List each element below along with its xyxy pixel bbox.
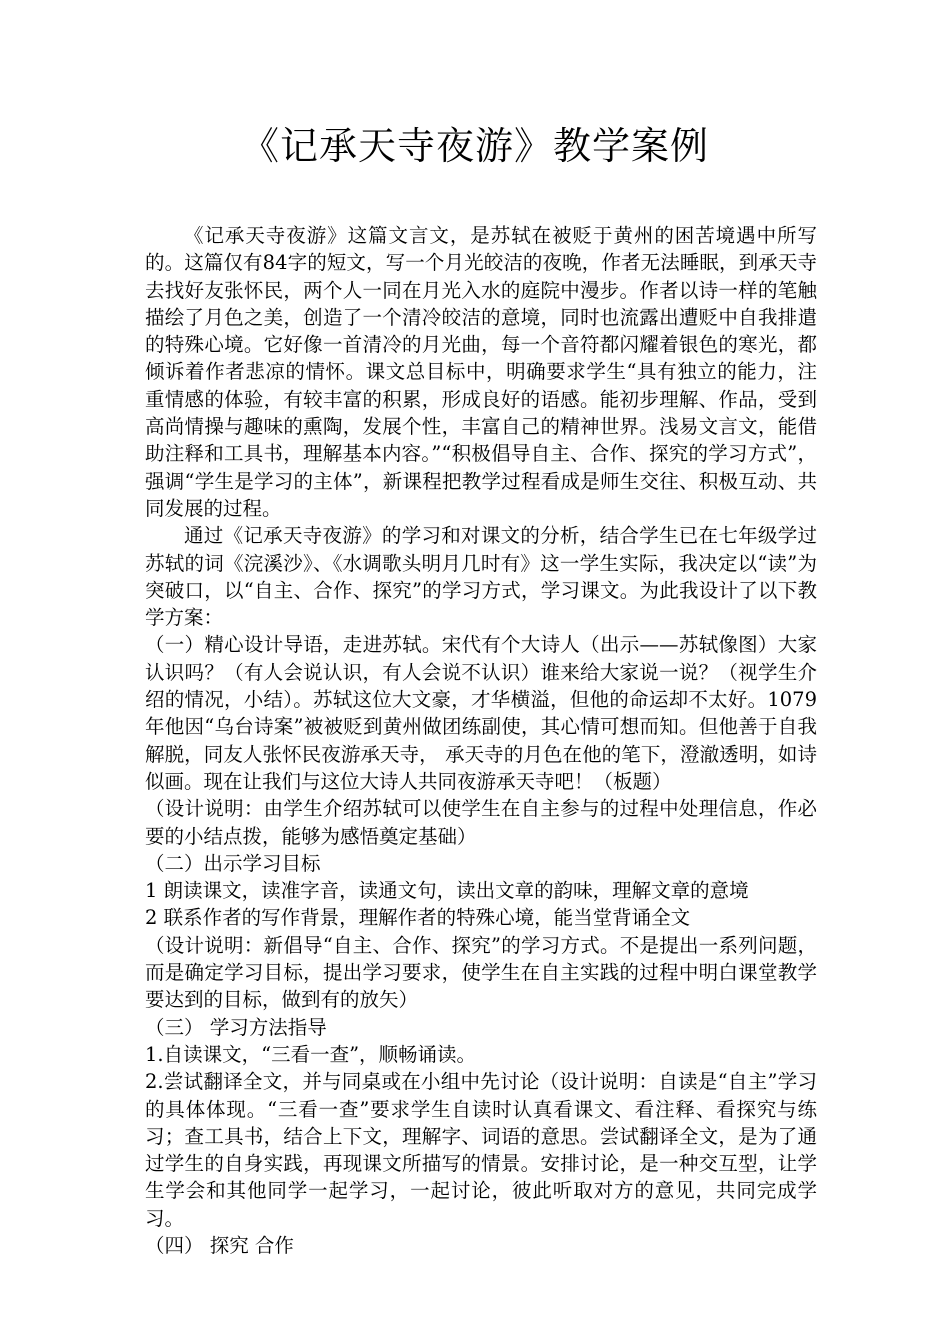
section-3-heading: （三） 学习方法指导 xyxy=(145,1015,327,1039)
design-note-2: （设计说明：新倡导“自主、合作、探究”的学习方式。不是提出一系列问题，而是确定学习目标，提出学习要求，使学生在自主实践的过程中明白课堂教学要达到的目标，做到有的放矢） xyxy=(145,933,817,1012)
section-4-heading: （四） 探究 合作 xyxy=(145,1233,294,1257)
method-item-1: 1.自读课文，“三看一查”，顺畅诵读。 xyxy=(145,1042,477,1066)
paragraph-intro: 《记承天寺夜游》这篇文言文，是苏轼在被贬于黄州的困苦境遇中所写的。这篇仅有84字的短文，写一个月光皎洁的夜晚，作者无法睡眠，到承天寺去找好友张怀民，两个人一同在月光入水的庭院中漫步。作者以诗一样的笔触描绘了月色之美，创造了一个清冷皎洁的意境，同时也流露出遭贬中自我排遣的特殊心境。它好像一首清冷的月光曲，每一个音符都闪耀着银色的寒光，都倾诉着作者悲凉的情怀。课文总目标中，明确要求学生“具有独立的能力，注重情感的体验，有较丰富的积累，形成良好的语感。能初步理解、作品，受到高尚情操与趣味的熏陶，发展个性，丰富自己的精神世界。浅易文言文，能借助注释和工具书，理解基本内容。”“积极倡导自主、合作、探究的学习方式”，强调“学生是学习的主体”，新课程把教学过程看成是师生交往、积极互动、共同发展的过程。 xyxy=(145,224,817,520)
document-body xyxy=(145,222,817,1259)
design-note-1: （设计说明：由学生介绍苏轼可以使学生在自主参与的过程中处理信息，作必要的小结点拨，能够为感悟奠定基础） xyxy=(145,797,817,848)
goal-item-1: 1 朗读课文，读准字音，读通文句，读出文章的韵味，理解文章的意境 xyxy=(145,879,749,903)
section-1-intro: （一）精心设计导语，走进苏轼。宋代有个大诗人（出示——苏轼像图）大家认识吗？（有人会说认识，有人会说不认识）谁来给大家说一说？（视学生介绍的情况，小结）。苏轼这位大文豪，才华横溢，但他的命运却不太好。1079年他因“乌台诗案”被被贬到黄州做团练副使，其心情可想而知。但他善于自我解脱，同友人张怀民夜游承天寺， 承天寺的月色在他的笔下，澄澈透明，如诗似画。现在让我们与这位大诗人共同夜游承天寺吧！（板题） xyxy=(145,633,817,793)
paragraph-plan: 通过《记承天寺夜游》的学习和对课文的分析，结合学生已在七年级学过苏轼的词《浣溪沙》、《水调歌头明月几时有》这一学生实际，我决定以“读”为突破口，以“自主、合作、探究”的学习方式，学习课文。为此我设计了以下教学方案： xyxy=(145,524,817,630)
method-item-2: 2.尝试翻译全文，并与同桌或在小组中先讨论（设计说明：自读是“自主”学习的具体体现。“三看一查”要求学生自读时认真看课文、看注释、看探究与练习；查工具书，结合上下文，理解字、词语的意思。尝试翻译全文，是为了通过学生的自身实践，再现课文所描写的情景。安排讨论，是一种交互型，让学生学会和其他同学一起学习，一起讨论，彼此听取对方的意见，共同完成学习。 xyxy=(145,1070,817,1230)
document-title: 《记承天寺夜游》教学案例 xyxy=(240,124,709,168)
goal-item-2: 2 联系作者的写作背景，理解作者的特殊心境，能当堂背诵全文 xyxy=(145,906,691,930)
section-2-heading: （二）出示学习目标 xyxy=(145,851,321,875)
